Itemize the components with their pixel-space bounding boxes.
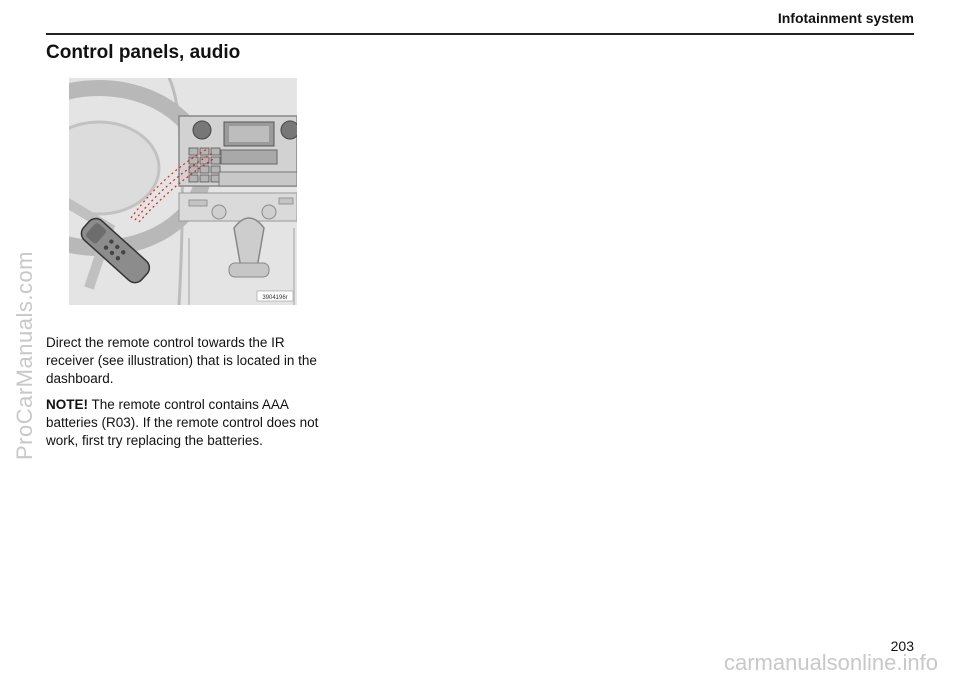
page-header-title: Infotainment system bbox=[777, 10, 914, 26]
page-number: 203 bbox=[890, 638, 914, 654]
instruction-paragraph: Direct the remote control towards the IR receiver (see illustration) that is located in the dashboard. bbox=[46, 335, 317, 386]
body-text bbox=[46, 334, 326, 458]
note-paragraph bbox=[46, 396, 326, 450]
watermark-procarmanuals: ProCarManuals.com bbox=[12, 250, 37, 460]
watermark-carmanualsonline: carmanualsonline.info bbox=[723, 650, 938, 675]
note-text: The remote control contains AAA batteries (R03). If the remote control does not work, first try replacing the batteries. bbox=[46, 397, 319, 448]
figure-code: 3904196r bbox=[262, 295, 288, 301]
section-title: Control panels, audio bbox=[46, 42, 241, 63]
note-label: NOTE! bbox=[46, 397, 88, 412]
header-divider bbox=[46, 33, 914, 35]
dashboard-illustration bbox=[69, 78, 297, 305]
